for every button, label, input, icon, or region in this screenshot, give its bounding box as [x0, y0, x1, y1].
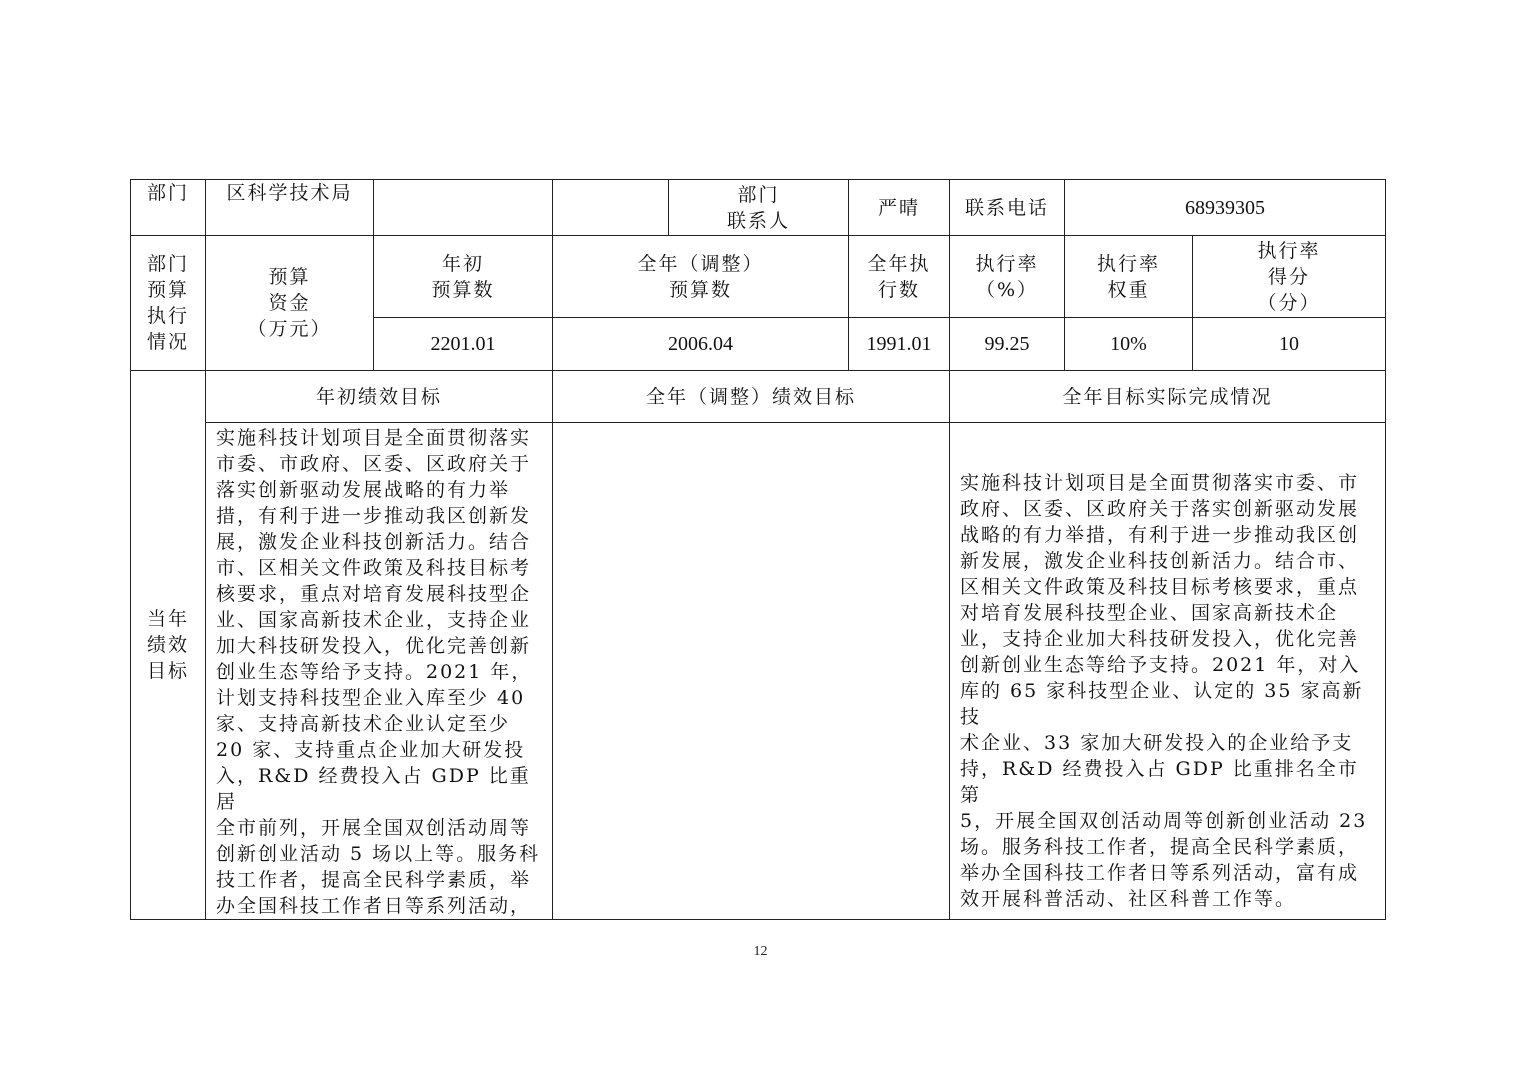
performance-table	[130, 179, 1386, 920]
adjusted-budget-value: 2006.04	[553, 318, 849, 371]
col-execution-rate: 执行率 （%）	[950, 236, 1065, 318]
dept-name: 区科学技术局	[206, 180, 374, 236]
initial-goal-text: 实施科技计划项目是全面贯彻落实 市委、市政府、区委、区政府关于 落实创新驱动发展战略的有力举 措，有利于进一步推动我区创新发 展，激发企业科技创新活力。结合 市、区相关文件政策及科技目标考 核要求，重点对培育发展科技型企 业、国家高新技术企业，支持企业 加大科技研发投入，优化完善创新 创业生态等给予支持。2021 年， 计划支持科技型企业入库至少 40 家、支持高新技术企业认定至少 20 家、支持重点企业加大研发投 入，R&D 经费投入占 GDP 比重居 全市前列，开展全国双创活动周等 创新创业活动 5 场以上等。服务科 技工作者，提高全民科学素质，举 办全国科技工作者日等系列活动，	[206, 423, 553, 920]
page-number: 12	[753, 944, 768, 959]
rate-weight-value: 10%	[1065, 318, 1193, 371]
col-initial-budget: 年初 预算数	[374, 236, 553, 318]
contact-label: 部门 联系人	[669, 180, 849, 236]
phone-label: 联系电话	[950, 180, 1065, 236]
empty-cell	[374, 180, 553, 236]
budget-section-label: 部门 预算 执行 情况	[131, 236, 206, 371]
goal-content-row	[131, 423, 1386, 920]
budget-header-row	[131, 236, 1386, 318]
col-executed: 全年执 行数	[849, 236, 950, 318]
executed-value: 1991.01	[849, 318, 950, 371]
actual-completion-text: 实施科技计划项目是全面贯彻落实市委、市 政府、区委、区政府关于落实创新驱动发展 战略的有力举措，有利于进一步推动我区创 新发展，激发企业科技创新活力。结合市、 区相关文件政策及科技目标考核要求，重点 对培育发展科技型企业、国家高新技术企 业，支持企业加大科技研发投入，优化完善 创新创业生态等给予支持。2021 年，对入 库的 65 家科技型企业、认定的 35 家高新技 术企业、33 家加大研发投入的企业给予支 持，R&D 经费投入占 GDP 比重排名全市第 5，开展全国双创活动周等创新创业活动 23 场。服务科技工作者，提高全民科学素质， 举办全国科技工作者日等系列活动，富有成 效开展科普活动、社区科普工作等。	[950, 423, 1386, 920]
adjusted-goal-text	[553, 423, 950, 920]
goal-section-label: 当年 绩效 目标	[131, 371, 206, 920]
col-actual-completion: 全年目标实际完成情况	[950, 371, 1386, 423]
goal-header-row	[131, 371, 1386, 423]
dept-label: 部门	[131, 180, 206, 236]
col-adjusted-goal: 全年（调整）绩效目标	[553, 371, 950, 423]
rate-score-value: 10	[1193, 318, 1386, 371]
phone-value: 68939305	[1065, 180, 1386, 236]
contact-name: 严晴	[849, 180, 950, 236]
execution-rate-value: 99.25	[950, 318, 1065, 371]
col-adjusted-budget: 全年（调整） 预算数	[553, 236, 849, 318]
funds-label: 预算 资金 （万元）	[206, 236, 374, 371]
col-initial-goal: 年初绩效目标	[206, 371, 553, 423]
col-rate-score: 执行率 得分 （分）	[1193, 236, 1386, 318]
initial-budget-value: 2201.01	[374, 318, 553, 371]
header-row	[131, 180, 1386, 236]
col-rate-weight: 执行率 权重	[1065, 236, 1193, 318]
empty-cell	[553, 180, 669, 236]
